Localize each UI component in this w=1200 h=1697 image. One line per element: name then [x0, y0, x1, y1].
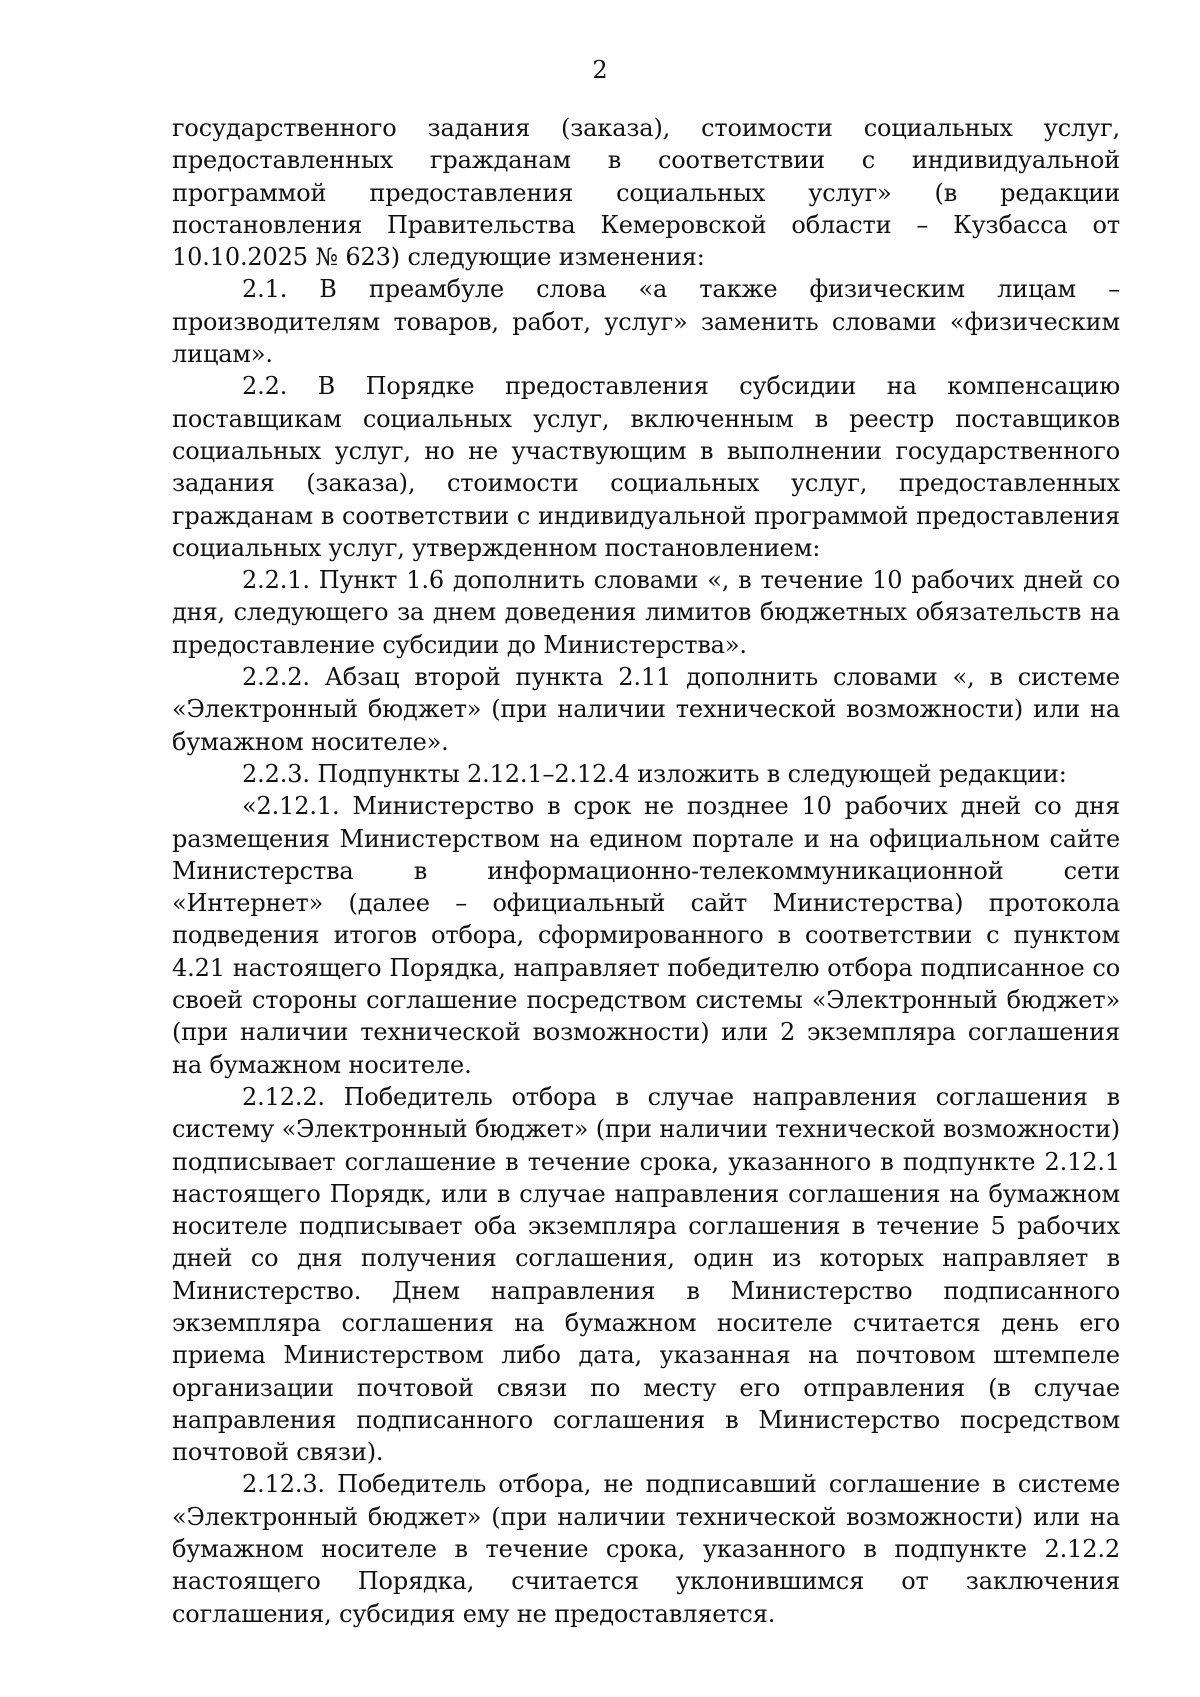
paragraph-2-2-2: 2.2.2. Абзац второй пункта 2.11 дополнить словами «, в системе «Электронный бюджет» (при наличии технической возможности) или на бумажном носителе».	[172, 663, 1120, 756]
paragraph-2-1: 2.1. В преамбуле слова «а также физическим лицам – производителям товаров, работ, услуг» заменить словами «физическим лицам».	[172, 275, 1120, 369]
paragraph-2-2: 2.2. В Порядке предоставления субсидии на компенсацию поставщикам социальных услуг, включенным в реестр поставщиков социальных услуг, но не участвующим в выполнении государственного задания (заказа), стоимости социальных услуг, предоставленных гражданам в соответствии с индивидуальной программой предоставления социальных услуг, утвержденном постановлением:	[172, 372, 1120, 562]
paragraph-2-12-2: 2.12.2. Победитель отбора в случае направления соглашения в систему «Электронный бюджет» (при наличии технической возможности) подписывает соглашение в течение срока, указанного в подпункте 2.12.1 настоящего Порядк, или в случае направления соглашения на бумажном носителе подписывает оба экземпляра соглашения в течение 5 рабочих дней со дня получения соглашения, один из которых направляет в Министерство. Днем направления в Министерство подписанного экземпляра соглашения на бумажном носителе считается день его приема Министерством либо дата, указанная на почтовом штемпеле организации почтовой связи по месту его отправления (в случае направления подписанного соглашения в Министерство посредством почтовой связи).	[172, 1082, 1120, 1467]
paragraph-2-2-3: 2.2.3. Подпункты 2.12.1–2.12.4 изложить в следующей редакции:	[242, 759, 1067, 788]
document-body	[172, 112, 1120, 1630]
paragraph-2-12-1: «2.12.1. Министерство в срок не позднее 10 рабочих дней со дня размещения Министерством на едином портале и на официальном сайте Министерства в информационно-телекоммуникационной сети «Интернет» (далее – официальный сайт Министерства) протокола подведения итогов отбора, сформированного в соответствии с пунктом 4.21 настоящего Порядка, направляет победителю отбора подписанное со своей стороны соглашение посредством системы «Электронный бюджет» (при наличии технической возможности) или 2 экземпляра соглашения на бумажном носителе.	[172, 792, 1120, 1079]
paragraph-intro-continuation: государственного задания (заказа), стоимости социальных услуг, предоставленных гражданам в соответствии с индивидуальной программой предоставления социальных услуг» (в редакции постановления Правительства Кемеровской области – Кузбасса от 10.10.2025 № 623) следующие изменения:	[172, 114, 1120, 272]
paragraph-2-2-1: 2.2.1. Пункт 1.6 дополнить словами «, в течение 10 рабочих дней со дня, следующего за днем доведения лимитов бюджетных обязательств на предоставление субсидии до Министерства».	[172, 566, 1120, 659]
paragraph-2-12-3: 2.12.3. Победитель отбора, не подписавший соглашение в системе «Электронный бюджет» (при наличии технической возможности) или на бумажном носителе в течение срока, указанного в подпункте 2.12.2 настоящего Порядка, считается уклонившимся от заключения соглашения, субсидия ему не предоставляется.	[172, 1470, 1120, 1628]
page-number: 2	[592, 56, 608, 84]
